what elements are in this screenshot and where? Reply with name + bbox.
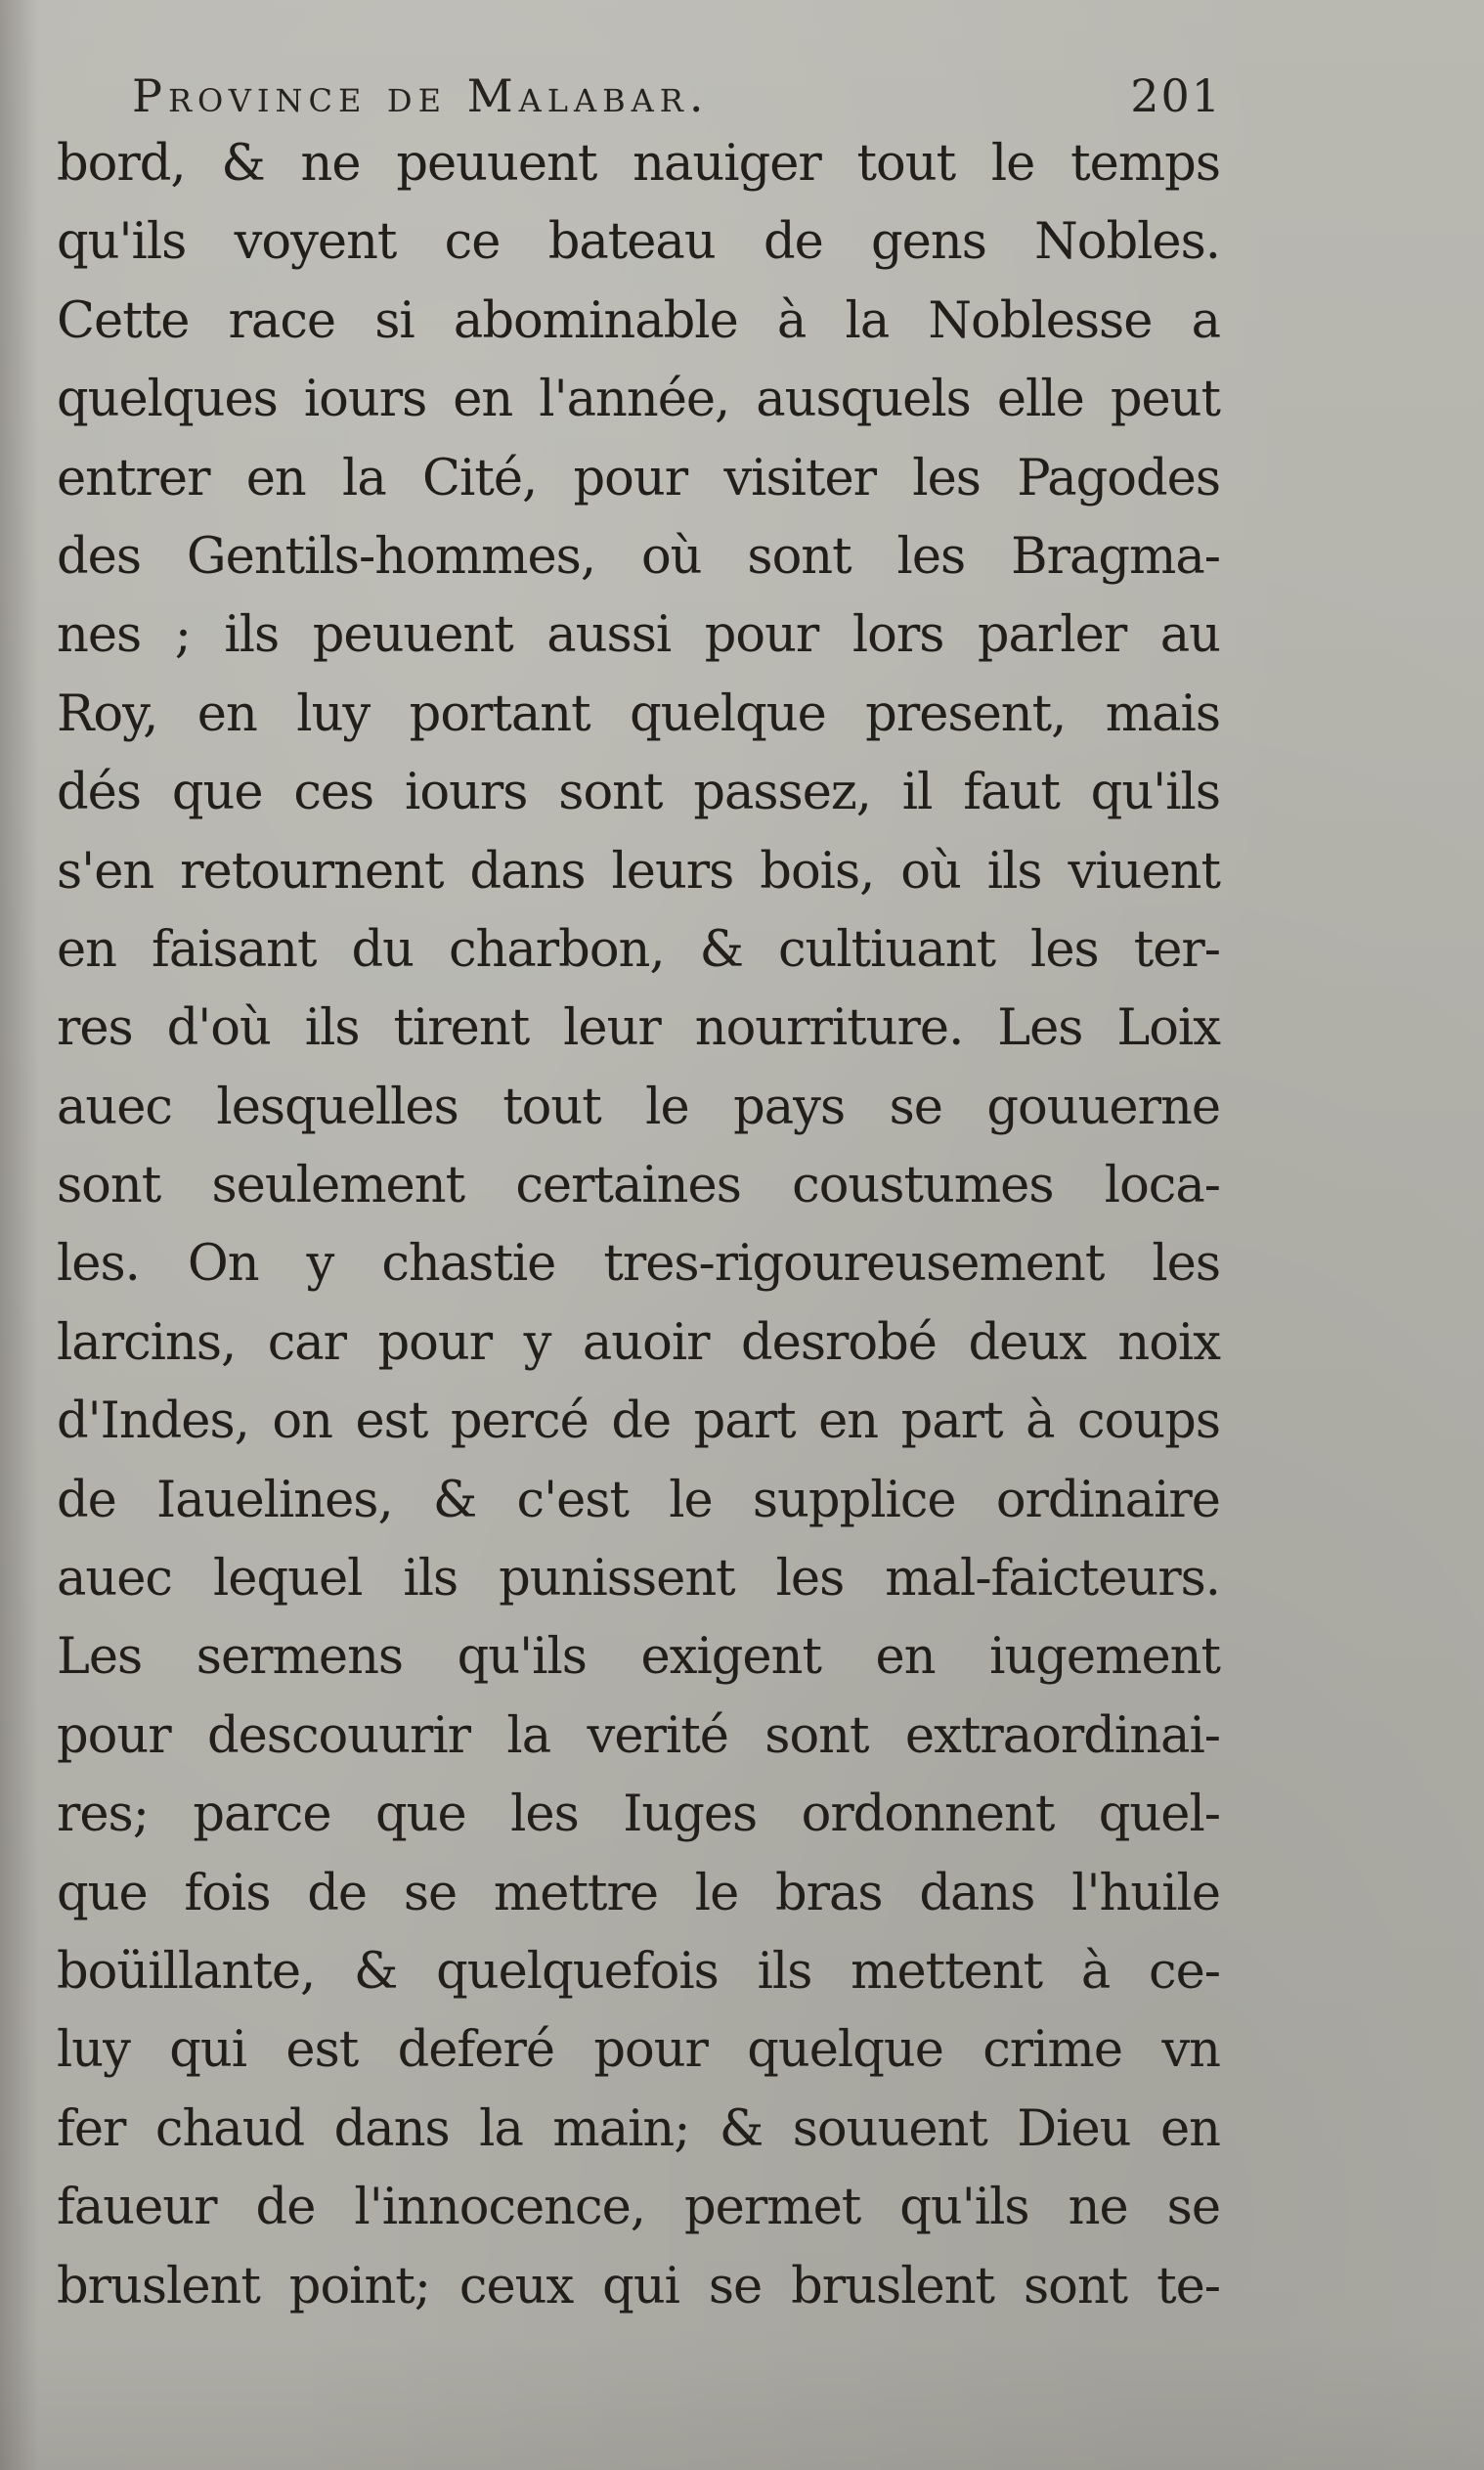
- text-line: fer chaud dans la main; & souuent Dieu en: [57, 2099, 1220, 2158]
- body-text: [57, 125, 1220, 2326]
- text-line: auec lequel ils punissent les mal-faicteurs.: [57, 1550, 1220, 1609]
- text-line: entrer en la Cité, pour visiter les Pagodes: [57, 449, 1220, 507]
- page-header: [132, 57, 1222, 135]
- text-line: qu'ils voyent ce bateau de gens Nobles.: [57, 213, 1220, 272]
- page-bottom-shade: [0, 2333, 1484, 2470]
- text-line: larcins, car pour y auoir desrobé deux noix: [57, 1313, 1220, 1372]
- text-line: faueur de l'innocence, permet qu'ils ne se: [57, 2179, 1220, 2237]
- text-line: dés que ces iours sont passez, il faut qu'ils: [57, 764, 1220, 822]
- text-line: des Gentils-hommes, où sont les Bragma-: [57, 527, 1220, 586]
- gutter-shadow: [0, 0, 39, 2470]
- text-line: luy qui est deferé pour quelque crime vn: [57, 2021, 1220, 2080]
- text-line: boüillante, & quelquefois ils mettent à ce-: [57, 1942, 1220, 2001]
- text-line: de Iauelines, & c'est le supplice ordinaire: [57, 1471, 1220, 1529]
- text-line: res; parce que les Iuges ordonnent quel-: [57, 1786, 1220, 1844]
- page-number: 201: [1130, 69, 1222, 122]
- text-line: Les sermens qu'ils exigent en iugement: [57, 1628, 1220, 1687]
- text-line: Roy, en luy portant quelque present, mais: [57, 684, 1220, 743]
- text-line: auec lesquelles tout le pays se gouuerne: [57, 1078, 1220, 1136]
- text-line: bord, & ne peuuent nauiger tout le temps: [57, 135, 1220, 193]
- text-line: s'en retournent dans leurs bois, où ils viuent: [57, 842, 1220, 901]
- text-line: quelques iours en l'année, ausquels elle peut: [57, 371, 1220, 429]
- text-line: sont seulement certaines coustumes loca-: [57, 1157, 1220, 1215]
- text-line: bruslent point; ceux qui se bruslent sont te-: [57, 2257, 1220, 2316]
- running-title: Province de Malabar.: [132, 69, 710, 122]
- text-line: en faisant du charbon, & cultiuant les ter-: [57, 920, 1220, 979]
- text-line: Cette race si abominable à la Noblesse a: [57, 291, 1220, 350]
- text-line: d'Indes, on est percé de part en part à coups: [57, 1392, 1220, 1451]
- text-line: pour descouurir la verité sont extraordinai-: [57, 1706, 1220, 1765]
- text-line: que fois de se mettre le bras dans l'huile: [57, 1864, 1220, 1922]
- text-line: nes ; ils peuuent aussi pour lors parler au: [57, 606, 1220, 665]
- text-line: res d'où ils tirent leur nourriture. Les Loix: [57, 999, 1220, 1058]
- text-line: les. On y chastie tres-rigoureusement les: [57, 1235, 1220, 1294]
